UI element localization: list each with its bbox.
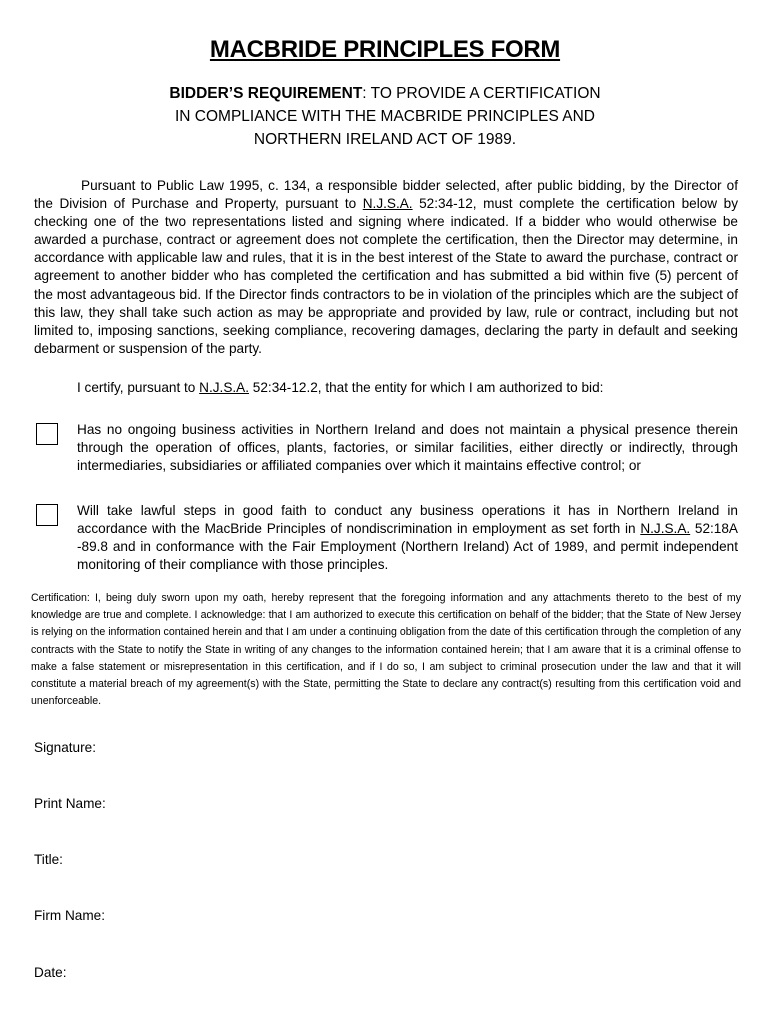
statute-reference: N.J.S.A. [640, 521, 691, 537]
signature-label: Signature: [34, 740, 96, 755]
intro-paragraph [34, 177, 738, 358]
statute-reference: N.J.S.A. [362, 196, 413, 212]
subtitle-line-1 [0, 82, 770, 105]
option-no-business-text: Has no ongoing business activities in Northern Ireland and does not maintain a physical presence therein through the operation of offices, plants, factories, or similar facilities, either directly or indirectly, through intermediaries, subsidiaries or affiliated companies over which it maintains effective control; or [77, 422, 738, 474]
firm-name-label: Firm Name: [34, 908, 105, 923]
date-label: Date: [34, 965, 67, 980]
option-2-text-part-2: 52:18A -89.8 and in conformance with the Fair Employment (Northern Ireland) Act of 1989, and permit independent monitoring of their compliance with those principles. [77, 521, 738, 573]
certify-text-part-1: I certify, pursuant to [77, 380, 200, 395]
intro-text-part-1: Pursuant to Public Law 1995, c. 134, a responsible bidder selected, after public bidding, by the Director of the Division of Purchase and Property, pursuant to [34, 178, 738, 212]
title-label: Title: [34, 852, 63, 867]
intro-text-part-2: 52:34-12, must complete the certification below by checking one of the two representations listed and signing where indicated. If a bidder who would otherwise be awarded a purchase, contract or agreement does not complete the certification, then the Director may determine, in accordance with applicable law and rules, that it is in the best interest of the State to award the purchase, contract or agreement to another bidder who has completed the certification and has submitted a bid within five (5) percent of the most advantageous bid. If the Director finds contractors to be in violation of the principles which are the subject of this law, they shall take such action as may be appropriate and provided by law, rule or contract, including but not limited to, imposing sanctions, seeking compliance, recovering damages, declaring the party in default and seeking debarment or suspension of the party. [34, 196, 738, 356]
form-subtitle [0, 82, 770, 151]
option-macbride-compliance-text [77, 502, 738, 574]
option-no-business-checkbox[interactable] [36, 423, 58, 445]
statute-reference: N.J.S.A. [199, 380, 250, 395]
subtitle-line-3: NORTHERN IRELAND ACT OF 1989. [253, 131, 517, 148]
form-title: MACBRIDE PRINCIPLES FORM [209, 36, 561, 63]
option-macbride-compliance-checkbox[interactable] [36, 504, 58, 526]
option-2-text-part-1: Will take lawful steps in good faith to conduct any business operations it has in Northern Ireland in accordance with the MacBride Principles of nondiscrimination in employment as set forth in [77, 503, 738, 537]
certify-text-part-2: 52:34-12.2, that the entity for which I am authorized to bid: [249, 380, 604, 395]
bidder-requirement-label: BIDDER’S REQUIREMENT [169, 85, 363, 102]
certify-statement [77, 379, 737, 397]
subtitle-line-1-rest: : TO PROVIDE A CERTIFICATION [362, 85, 601, 102]
certification-paragraph: Certification: I, being duly sworn upon my oath, hereby represent that the foregoing information and any attachments thereto to the best of my knowledge are true and complete. I acknowledge: that I am authorized to execute this certification on behalf of the bidder; that the State of New Jersey is relying on the information contained herein and that I am under a continuing obligation from the date of this certification through the completion of any contracts with the State to notify the State in writing of any changes to the information contained herein; that I am aware that it is a criminal offense to make a false statement or misrepresentation in this certification, and if I do so, I am subject to criminal prosecution under the law and that it will constitute a material breach of my agreement(s) with the State, permitting the State to declare any contract(s) resulting from this certification void and unenforceable. [31, 592, 741, 708]
print-name-label: Print Name: [34, 796, 106, 811]
subtitle-line-2: IN COMPLIANCE WITH THE MACBRIDE PRINCIPLES AND [175, 108, 595, 125]
